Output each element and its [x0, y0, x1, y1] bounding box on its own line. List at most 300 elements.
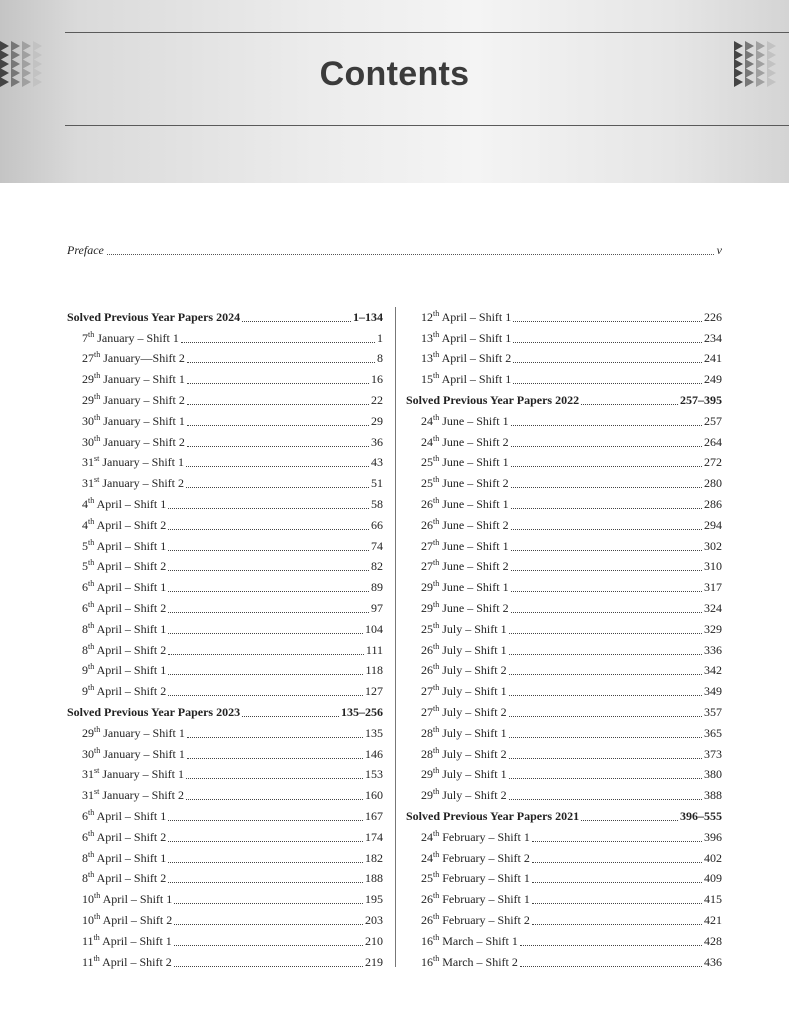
entry-day-suffix: th	[93, 932, 100, 942]
entry-day-suffix: th	[433, 849, 440, 859]
toc-entry-label	[421, 643, 507, 658]
toc-entry-label	[421, 830, 530, 845]
entry-day-suffix: th	[94, 433, 101, 443]
leader-dots	[511, 570, 702, 571]
leader-dots	[581, 404, 678, 405]
leader-dots	[187, 425, 369, 426]
entry-text: April – Shift 1	[96, 621, 167, 636]
leader-dots	[509, 799, 702, 800]
entry-day-suffix: th	[433, 350, 440, 360]
entry-day-suffix: th	[433, 329, 440, 339]
entry-text: January – Shift 2	[103, 434, 185, 449]
entry-day-suffix: th	[433, 870, 440, 880]
toc-entry[interactable]	[67, 765, 383, 786]
toc-page-number: 317	[704, 580, 722, 595]
toc-entry-label	[421, 372, 511, 387]
toc-entry[interactable]	[67, 515, 383, 536]
toc-entry-label	[82, 372, 185, 387]
toc-page-number: 402	[704, 850, 722, 865]
entry-text: June – Shift 2	[442, 559, 509, 574]
entry-day: 30	[82, 413, 94, 428]
leader-dots	[107, 254, 714, 255]
entry-day-suffix: th	[433, 475, 440, 485]
entry-text: April – Shift 2	[96, 517, 167, 532]
toc-entry[interactable]	[406, 453, 722, 474]
toc-entry[interactable]	[67, 328, 383, 349]
leader-dots	[174, 966, 363, 967]
entry-day: 28	[421, 746, 433, 761]
toc-page-number: 43	[371, 455, 383, 470]
toc-entry[interactable]	[406, 765, 722, 786]
toc-entry-label	[421, 726, 507, 741]
toc-entry[interactable]	[406, 536, 722, 557]
entry-text: January – Shift 1	[103, 746, 185, 761]
toc-page-number: 174	[365, 829, 383, 844]
toc-entry[interactable]	[406, 889, 722, 910]
toc-page-number: 82	[371, 559, 383, 574]
toc-entry[interactable]	[406, 577, 722, 598]
toc-page-number: 66	[371, 517, 383, 532]
toc-entry[interactable]	[406, 952, 722, 973]
left-triangle-ornament	[0, 41, 44, 86]
right-triangle-ornament	[734, 41, 778, 86]
toc-entry[interactable]	[406, 785, 722, 806]
triangle-icon	[11, 77, 20, 87]
leader-dots	[242, 716, 339, 717]
leader-dots	[509, 654, 702, 655]
toc-entry[interactable]	[67, 598, 383, 619]
toc-page-number: 380	[704, 767, 722, 782]
entry-day-suffix: th	[88, 537, 95, 547]
entry-day: 4	[82, 497, 88, 512]
entry-day: 26	[421, 497, 433, 512]
entry-day-suffix: th	[433, 683, 440, 693]
toc-entry-label	[82, 809, 166, 824]
toc-page-number: 342	[704, 663, 722, 678]
toc-entry-label	[82, 663, 166, 678]
toc-entry[interactable]	[406, 494, 722, 515]
toc-entry[interactable]	[406, 661, 722, 682]
toc-entry[interactable]	[67, 640, 383, 661]
entry-day: 29	[82, 372, 94, 387]
entry-day-suffix: th	[88, 329, 95, 339]
leader-dots	[168, 882, 363, 883]
toc-page-number: 257–395	[680, 393, 722, 408]
entry-day-suffix: th	[94, 350, 101, 360]
toc-entry[interactable]	[67, 432, 383, 453]
entry-text: July – Shift 2	[442, 788, 507, 803]
toc-entry-label	[82, 871, 166, 886]
toc-entry[interactable]	[406, 848, 722, 869]
toc-entry[interactable]	[406, 869, 722, 890]
entry-day-suffix: th	[433, 828, 440, 838]
entry-day: 7	[82, 330, 88, 345]
entry-day: 9	[82, 684, 88, 699]
toc-entry-label	[421, 622, 507, 637]
entry-text: February – Shift 2	[442, 850, 530, 865]
entry-text: June – Shift 1	[442, 497, 509, 512]
toc-page-number: 428	[704, 933, 722, 948]
toc-entry[interactable]	[406, 681, 722, 702]
leader-dots	[187, 758, 363, 759]
leader-dots	[581, 820, 678, 821]
toc-entry[interactable]	[406, 411, 722, 432]
toc-entry-label	[421, 892, 530, 907]
entry-day: 30	[82, 434, 94, 449]
toc-page-number: 203	[365, 913, 383, 927]
toc-entry[interactable]	[67, 681, 383, 702]
leader-dots	[181, 342, 375, 343]
leader-dots	[511, 446, 702, 447]
entry-day: 31	[82, 455, 94, 470]
leader-dots	[168, 654, 364, 655]
toc-entry[interactable]	[67, 827, 383, 848]
toc-entry-label	[421, 435, 509, 450]
toc-entry-label	[421, 310, 511, 325]
toc-entry-label	[82, 767, 184, 782]
toc-entry-label	[82, 913, 172, 928]
toc-page-number: 415	[704, 892, 722, 907]
toc-entry[interactable]	[67, 848, 383, 869]
toc-page-number: 1	[377, 330, 383, 345]
toc-page-number: 241	[704, 351, 722, 366]
entry-day-suffix: st	[94, 454, 100, 464]
toc-page-number: 310	[704, 559, 722, 574]
entry-text: April – Shift 1	[102, 933, 172, 948]
entry-day: 31	[82, 767, 94, 782]
entry-day: 8	[82, 642, 88, 657]
leader-dots	[168, 695, 363, 696]
entry-text: June – Shift 1	[442, 538, 509, 553]
toc-entry-label	[421, 497, 509, 512]
toc-page-number: 396	[704, 829, 722, 844]
toc-entry[interactable]	[67, 411, 383, 432]
entry-day: 11	[82, 954, 94, 969]
toc-entry[interactable]	[406, 931, 722, 952]
leader-dots	[509, 716, 702, 717]
entry-day-suffix: th	[94, 412, 101, 422]
toc-entry[interactable]	[67, 577, 383, 598]
toc-entry-label	[421, 518, 509, 533]
toc-entry-label	[421, 934, 518, 949]
toc-page-number: 127	[365, 684, 383, 699]
toc-entry[interactable]	[406, 723, 722, 744]
toc-entry[interactable]	[67, 494, 383, 515]
entry-day-suffix: th	[93, 953, 100, 963]
entry-day-suffix: th	[88, 558, 95, 568]
entry-day: 11	[82, 933, 94, 948]
entry-day-suffix: th	[433, 912, 440, 921]
toc-page-number: 16	[371, 372, 383, 387]
toc-entry-label	[421, 559, 509, 574]
toc-entry[interactable]	[406, 557, 722, 578]
toc-entry-label	[421, 580, 509, 595]
leader-dots	[511, 466, 702, 467]
toc-entry-label	[421, 455, 509, 470]
toc-entry[interactable]	[67, 952, 383, 973]
entry-text: April – Shift 2	[96, 871, 167, 886]
leader-dots	[513, 383, 702, 384]
toc-entry[interactable]	[67, 723, 383, 744]
toc-entry[interactable]	[406, 598, 722, 619]
leader-dots	[168, 862, 363, 863]
entry-day: 8	[82, 850, 88, 865]
entry-day: 6	[82, 580, 88, 595]
triangle-icon	[734, 77, 743, 87]
entry-text: February – Shift 1	[442, 829, 530, 844]
entry-text: April – Shift 1	[96, 809, 167, 824]
entry-day: 6	[82, 809, 88, 824]
entry-text: March – Shift 1	[442, 933, 518, 948]
toc-section-heading[interactable]	[406, 390, 722, 411]
toc-entry[interactable]	[406, 432, 722, 453]
toc-entry-label	[421, 851, 530, 866]
triangle-icon	[33, 77, 42, 87]
entry-day-suffix: th	[88, 620, 95, 630]
entry-day: 10	[82, 913, 94, 927]
toc-entry-label	[421, 913, 530, 928]
entry-day: 5	[82, 538, 88, 553]
toc-page-number: 89	[371, 580, 383, 595]
leader-dots	[168, 633, 363, 634]
leader-dots	[168, 674, 363, 675]
entry-text: April – Shift 2	[102, 954, 172, 969]
entry-text: June – Shift 1	[442, 580, 509, 595]
entry-day: 24	[421, 829, 433, 844]
toc-entry-label	[82, 622, 166, 637]
leader-dots	[520, 966, 702, 967]
leader-dots	[511, 612, 702, 613]
toc-entry[interactable]	[406, 473, 722, 494]
entry-day: 29	[421, 601, 433, 616]
entry-day-suffix: th	[94, 912, 101, 921]
entry-day-suffix: th	[88, 641, 95, 651]
entry-day: 25	[421, 455, 433, 470]
toc-section-heading[interactable]	[67, 307, 383, 328]
toc-entry-label	[82, 414, 185, 429]
toc-page-number: 22	[371, 393, 383, 408]
toc-entry[interactable]	[67, 785, 383, 806]
toc-page-number: 373	[704, 746, 722, 761]
entry-text: January – Shift 2	[102, 476, 184, 491]
leader-dots	[187, 446, 369, 447]
toc-entry[interactable]	[67, 869, 383, 890]
entry-text: June – Shift 1	[442, 413, 509, 428]
toc-entry[interactable]	[406, 827, 722, 848]
entry-text: January – Shift 1	[103, 413, 185, 428]
entry-day: 13	[421, 330, 433, 345]
toc-entry-label	[421, 476, 509, 491]
toc-entry-label: Solved Previous Year Papers 2023	[67, 705, 241, 720]
toc-page-number: 357	[704, 705, 722, 720]
entry-day-suffix: th	[433, 704, 440, 714]
toc-entry[interactable]	[406, 640, 722, 661]
entry-text: January – Shift 1	[102, 767, 184, 782]
entry-day: 5	[82, 559, 88, 574]
toc-page-number: 272	[704, 455, 722, 470]
toc-page-number: 365	[704, 725, 722, 740]
toc-page-number: 111	[365, 642, 383, 657]
toc-page-number: 409	[704, 871, 722, 886]
entry-day: 29	[421, 767, 433, 782]
entry-day: 31	[82, 476, 94, 491]
toc-right-column	[406, 307, 722, 973]
preface-entry[interactable]	[67, 242, 722, 258]
header-banner	[0, 0, 789, 183]
toc-entry[interactable]	[67, 349, 383, 370]
entry-day-suffix: th	[88, 870, 95, 880]
leader-dots	[511, 529, 702, 530]
toc-entry-label	[82, 580, 166, 595]
toc-entry-label	[421, 767, 507, 782]
entry-text: June – Shift 1	[442, 455, 509, 470]
entry-text: June – Shift 2	[442, 434, 509, 449]
toc-page-number: 135	[365, 725, 383, 740]
entry-day: 12	[421, 309, 433, 324]
toc-entry[interactable]	[67, 369, 383, 390]
toc-entry[interactable]	[67, 744, 383, 765]
toc-page-number: 195	[365, 892, 383, 907]
entry-day: 27	[82, 351, 94, 366]
leader-dots	[509, 778, 702, 779]
entry-day-suffix: th	[88, 579, 95, 589]
toc-entry[interactable]	[406, 328, 722, 349]
leader-dots	[532, 862, 702, 863]
entry-text: July – Shift 2	[442, 663, 507, 678]
toc-entry[interactable]	[67, 453, 383, 474]
toc-entry-label	[421, 663, 507, 678]
toc-entry[interactable]	[406, 702, 722, 723]
entry-text: July – Shift 1	[442, 767, 507, 782]
toc-entry-label	[82, 518, 166, 533]
entry-day: 15	[421, 372, 433, 387]
entry-text: February – Shift 1	[442, 871, 530, 886]
toc-entry-label	[421, 539, 509, 554]
toc-page-number: 58	[371, 497, 383, 512]
toc-page-number: 226	[704, 309, 722, 324]
triangle-icon	[745, 77, 754, 87]
toc-entry[interactable]	[67, 536, 383, 557]
entry-day: 24	[421, 850, 433, 865]
toc-entry[interactable]	[67, 910, 383, 931]
toc-entry-label	[421, 955, 518, 970]
entry-day: 26	[421, 663, 433, 678]
toc-entry-label	[421, 351, 511, 366]
leader-dots	[168, 508, 369, 509]
toc-section-heading[interactable]	[406, 806, 722, 827]
entry-day: 26	[421, 517, 433, 532]
leader-dots	[509, 633, 702, 634]
entry-day: 4	[82, 517, 88, 532]
toc-entry[interactable]	[406, 349, 722, 370]
entry-day: 6	[82, 601, 88, 616]
leader-dots	[168, 820, 363, 821]
leader-dots	[513, 342, 702, 343]
entry-text: July – Shift 1	[442, 725, 507, 740]
page-title: Contents	[319, 55, 470, 93]
entry-day: 26	[421, 892, 433, 907]
toc-page-number: 436	[704, 954, 722, 969]
entry-day: 9	[82, 663, 88, 678]
leader-dots	[532, 882, 702, 883]
toc-page-number: 1–134	[353, 309, 383, 324]
entry-day: 30	[82, 746, 94, 761]
toc-page-number: 36	[371, 434, 383, 449]
entry-day: 8	[82, 621, 88, 636]
leader-dots	[513, 321, 702, 322]
toc-entry-label	[82, 351, 185, 366]
toc-section-heading[interactable]	[67, 702, 383, 723]
entry-text: April – Shift 1	[441, 309, 512, 324]
toc-page-number: 280	[704, 476, 722, 491]
entry-day-suffix: st	[94, 475, 100, 485]
entry-day-suffix: th	[433, 537, 440, 547]
toc-entry-label: Solved Previous Year Papers 2024	[67, 309, 241, 324]
entry-day-suffix: th	[433, 600, 440, 610]
toc-entry[interactable]	[406, 744, 722, 765]
toc-page-number: 336	[704, 642, 722, 657]
toc-entry-label: Solved Previous Year Papers 2022	[406, 393, 580, 408]
entry-day: 25	[421, 871, 433, 886]
entry-day: 16	[421, 933, 433, 948]
toc-entry[interactable]	[67, 806, 383, 827]
toc-entry[interactable]	[67, 390, 383, 411]
entry-day: 6	[82, 829, 88, 844]
entry-day-suffix: th	[433, 371, 440, 381]
entry-day-suffix: th	[433, 745, 440, 755]
toc-entry-label	[421, 788, 507, 803]
triangle-icon	[0, 77, 9, 87]
entry-day-suffix: th	[433, 412, 440, 422]
toc-entry[interactable]	[406, 307, 722, 328]
leader-dots	[511, 508, 702, 509]
toc-entry[interactable]	[67, 619, 383, 640]
entry-day-suffix: th	[433, 516, 440, 526]
toc-entry[interactable]	[67, 557, 383, 578]
leader-dots	[509, 674, 702, 675]
entry-day: 8	[82, 871, 88, 886]
toc-entry[interactable]	[406, 910, 722, 931]
entry-day-suffix: th	[94, 891, 101, 901]
toc-entry-label	[82, 726, 185, 741]
toc-page-number: 182	[365, 850, 383, 865]
entry-day-suffix: th	[88, 828, 95, 838]
toc-entry[interactable]	[67, 931, 383, 952]
toc-left-column	[67, 307, 383, 973]
entry-day-suffix: th	[94, 371, 101, 381]
leader-dots	[187, 383, 369, 384]
toc-entry[interactable]	[406, 369, 722, 390]
preface-page: v	[716, 243, 722, 257]
toc-entry[interactable]	[67, 889, 383, 910]
toc-entry[interactable]	[406, 619, 722, 640]
entry-day-suffix: th	[88, 683, 95, 693]
toc-page-number: 8	[377, 351, 383, 366]
entry-text: June – Shift 2	[442, 517, 509, 532]
toc-entry-label	[421, 871, 530, 886]
toc-entry[interactable]	[406, 515, 722, 536]
toc-entry[interactable]	[67, 661, 383, 682]
entry-day: 25	[421, 621, 433, 636]
toc-entry-label	[82, 892, 172, 907]
entry-text: April – Shift 2	[96, 684, 167, 699]
leader-dots	[187, 404, 369, 405]
entry-text: June – Shift 2	[442, 601, 509, 616]
toc-entry[interactable]	[67, 473, 383, 494]
toc-entry-label	[82, 788, 184, 803]
entry-day-suffix: th	[88, 849, 95, 859]
entry-day-suffix: th	[433, 724, 440, 734]
